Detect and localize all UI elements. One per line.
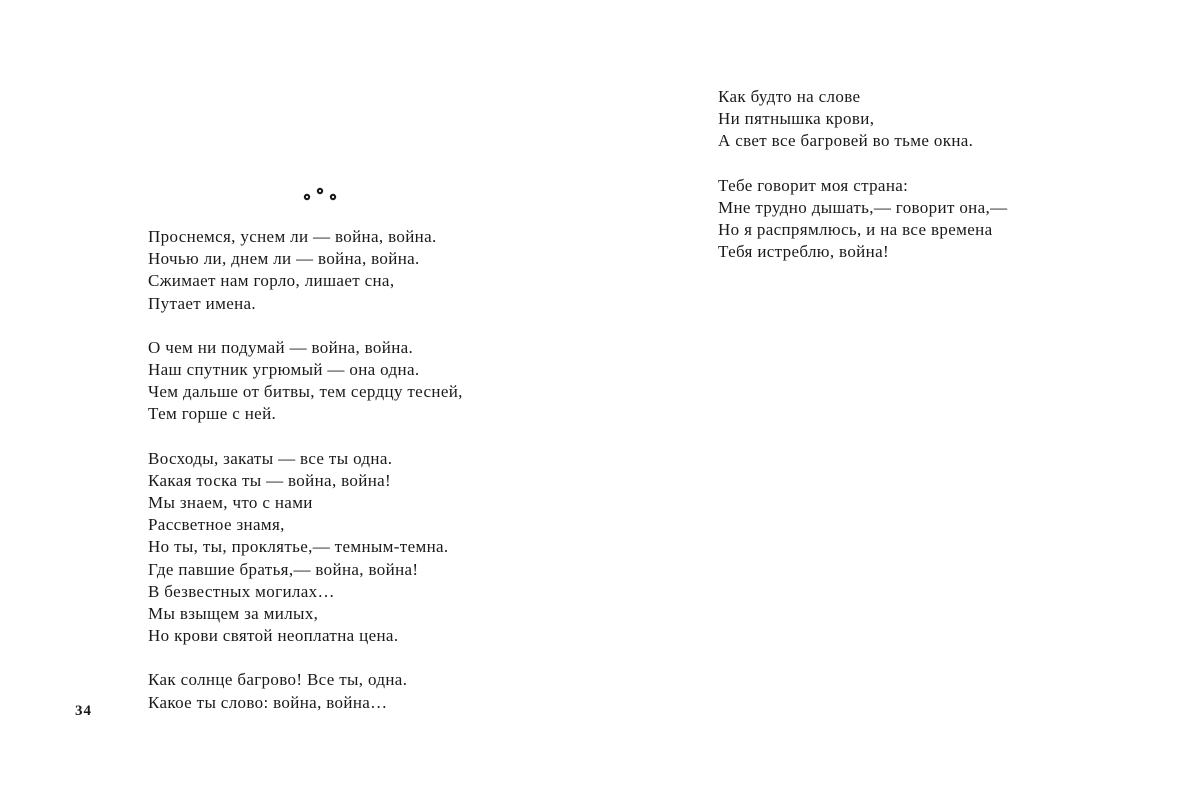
stanza — [718, 86, 1007, 153]
poem-line: Тем горше с ней. — [148, 404, 277, 424]
poem-column-right — [718, 86, 1007, 263]
poem-line: Тебя истреблю, война! — [718, 242, 889, 262]
poem-line: Какое ты слово: война, война… — [148, 692, 388, 712]
poem-line: Восходы, закаты — все ты одна. — [148, 448, 393, 468]
stanza — [148, 226, 463, 315]
poem-line: О чем ни подумай — война, война. — [148, 337, 414, 357]
stanza — [148, 448, 463, 648]
page-number: 34 — [75, 703, 92, 719]
poem-line: Тебе говорит моя страна: — [718, 175, 909, 195]
poem-line: Как солнце багрово! Все ты, одна. — [148, 670, 408, 690]
right-page — [598, 0, 1197, 800]
poem-line: Какая тоска ты — война, война! — [148, 470, 392, 490]
poem-line: Где павшие братья,— война, война! — [148, 559, 419, 579]
poem-line: Ни пятнышка крови, — [718, 109, 875, 129]
poem-line: Чем дальше от битвы, тем сердцу тесней, — [148, 382, 463, 402]
poem-line: Мне трудно дышать,— говорит она,— — [718, 197, 1008, 217]
poem-line: Рассветное знамя, — [148, 515, 285, 535]
poem-line: Как будто на слове — [718, 87, 861, 106]
left-page — [0, 0, 598, 800]
poem-line: Наш спутник угрюмый — она одна. — [148, 360, 420, 380]
poem-line: Мы знаем, что с нами — [148, 493, 313, 513]
poem-line: Сжимает нам горло, лишает сна, — [148, 271, 395, 291]
poem-line: Мы взыщем за милых, — [148, 604, 319, 624]
poem-line: Ночью ли, днем ли — война, война. — [148, 249, 420, 269]
poem-column-left — [148, 226, 463, 714]
poem-line: Но ты, ты, проклятье,— темным-темна. — [148, 537, 449, 557]
stanza — [148, 337, 463, 426]
poem-line: А свет все багровей во тьме окна. — [718, 131, 974, 151]
poem-line: Но я распрямлюсь, и на все времена — [718, 220, 993, 240]
poem-line: Путает имена. — [148, 293, 257, 313]
three-flower-ornament-icon — [300, 186, 340, 202]
poem-line: Но крови святой неоплатна цена. — [148, 626, 399, 646]
stanza — [148, 669, 463, 713]
stanza — [718, 175, 1007, 264]
poem-line: Проснемся, уснем ли — война, война. — [148, 227, 437, 246]
poem-line: В безвестных могилах… — [148, 581, 335, 601]
